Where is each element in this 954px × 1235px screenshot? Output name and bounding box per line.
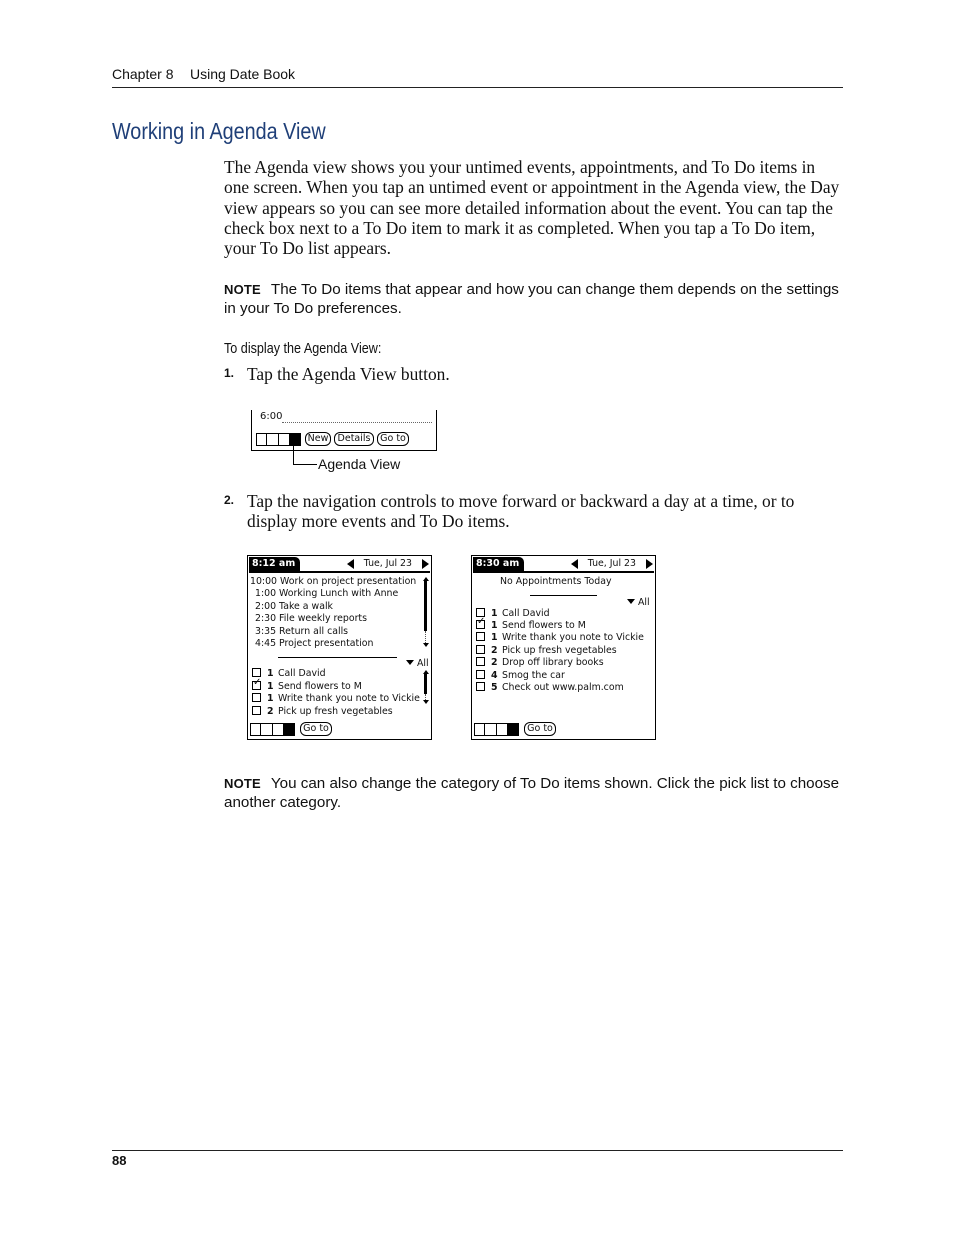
appointment-row[interactable]: 1:00 Working Lunch with Anne [255,588,399,599]
agenda-screen-no-appointments [471,555,656,740]
check-icon: ✓ [253,677,262,688]
divider [530,595,597,596]
checkbox[interactable] [476,682,485,691]
new-button[interactable]: New [305,432,331,446]
agenda-toolbar-figure [251,410,437,451]
chapter-label: Chapter 8 [112,66,174,82]
previous-day-arrow-icon[interactable] [347,559,354,569]
date-label: Tue, Jul 23 [587,558,636,569]
dropdown-arrow-icon [406,660,414,665]
goto-button[interactable]: Go to [377,432,409,446]
time-slot-line [282,422,432,423]
checkbox[interactable] [476,670,485,679]
title-bar [249,557,430,573]
details-button[interactable]: Details [334,432,374,446]
check-icon: ✓ [477,616,486,627]
appointment-row[interactable]: 2:00 Take a walk [255,601,333,612]
agenda-view-icon[interactable] [289,433,301,446]
note-text: You can also change the category of To Do items shown. Click the pick list to choose another category. [224,775,840,811]
scroll-down-arrow-icon[interactable] [423,643,429,647]
scroll-down-arrow-icon[interactable] [423,700,429,704]
clock-label: 8:12 am [249,557,300,571]
checkbox[interactable] [252,668,261,677]
previous-day-arrow-icon[interactable] [571,559,578,569]
checkbox-checked[interactable] [476,616,486,629]
page-number: 88 [112,1153,127,1168]
category-pick-list[interactable]: All [406,658,429,669]
todo-row[interactable]: 2 Pick up fresh vegetables [252,706,393,717]
todo-row[interactable]: 1 Write thank you note to Vickie [476,632,644,643]
goto-button[interactable]: Go to [300,722,332,736]
chapter-title: Using Date Book [190,66,296,82]
agenda-view-icon[interactable] [283,723,295,736]
checkbox-checked[interactable] [252,677,262,690]
todo-row[interactable]: 1 Call David [252,668,326,679]
checkbox[interactable] [476,645,485,654]
note-text: The To Do items that appear and how you can change them depends on the settings in your To Do preferences. [224,281,839,317]
date-label: Tue, Jul 23 [363,558,412,569]
todo-row[interactable]: 4 Smog the car [476,670,565,681]
appointments-scrollbar[interactable] [423,577,428,647]
note-label: NOTE [224,776,261,791]
section-title: Working in Agenda View [112,118,326,144]
title-bar [473,557,654,573]
step-text: Tap the navigation controls to move forward or backward a day at a time, or to display more events and To Do items. [247,491,795,532]
todo-row[interactable]: 2 Pick up fresh vegetables [476,645,617,656]
dropdown-arrow-icon [627,599,635,604]
todo-row[interactable]: ✓ 1 Send flowers to M [477,616,586,631]
agenda-view-icon[interactable] [507,723,519,736]
note-category [224,774,844,812]
checkbox[interactable] [476,632,485,641]
step-number: 1. [224,366,235,380]
checkbox[interactable] [252,693,261,702]
todo-row[interactable]: ✓ 1 Send flowers to M [253,677,362,692]
todo-row[interactable]: 1 Write thank you note to Vickie [252,693,420,704]
clock-label: 8:30 am [473,557,524,571]
no-appointments-message: No Appointments Today [500,576,612,587]
procedure-title: To display the Agenda View: [224,340,382,357]
next-day-arrow-icon[interactable] [646,559,653,569]
todo-row[interactable]: 1 Call David [476,608,550,619]
agenda-screen-with-appointments [247,555,432,740]
todo-scrollbar[interactable] [423,670,428,704]
note-label: NOTE [224,282,261,297]
appointment-row[interactable]: 4:45 Project presentation [255,638,374,649]
checkbox[interactable] [476,657,485,666]
divider [278,657,397,658]
running-header [112,64,843,88]
intro-paragraph: The Agenda view shows you your untimed events, appointments, and To Do items in one screen. When you tap an untimed event or appointment in the Agenda view, the Day view appears so you can see more detailed information about the event. You can tap the check box next to a To Do item to mark it as completed. When you tap a To Do item, your To Do list appears. [224,157,840,259]
appointment-row[interactable]: 2:30 File weekly reports [255,613,367,624]
appointment-row[interactable]: 10:00 Work on project presentation [250,576,417,587]
step-number: 2. [224,493,235,507]
todo-row[interactable]: 2 Drop off library books [476,657,604,668]
next-day-arrow-icon[interactable] [422,559,429,569]
goto-button[interactable]: Go to [524,722,556,736]
step-text: Tap the Agenda View button. [247,364,450,384]
todo-row[interactable]: 5 Check out www.palm.com [476,682,624,693]
footer-rule [112,1150,843,1151]
note-preferences [224,280,844,318]
checkbox[interactable] [252,706,261,715]
callout-line [293,446,317,465]
time-slot-label: 6:00 [260,411,283,422]
appointment-row[interactable]: 3:35 Return all calls [255,626,349,637]
category-pick-list[interactable]: All [627,597,650,608]
callout-label: Agenda View [318,456,401,472]
